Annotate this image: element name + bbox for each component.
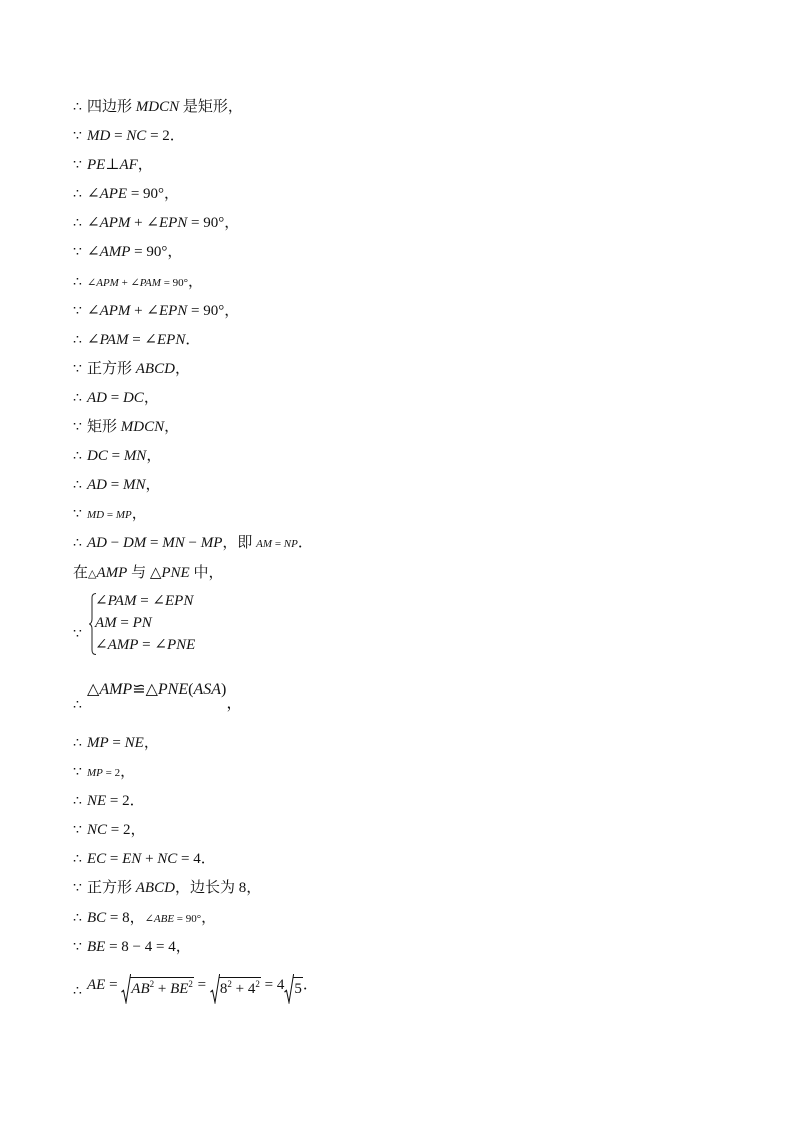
math-variable: EN: [122, 851, 142, 868]
text-run: +: [141, 851, 158, 868]
radical: [121, 974, 194, 1004]
logic-mark: ∴: [73, 215, 82, 232]
logic-mark: ∴: [73, 99, 82, 115]
math-variable: AM: [95, 615, 117, 631]
proof-line: [73, 874, 261, 903]
text-run: = 90°，: [187, 302, 240, 319]
text-run: 是矩形，: [179, 99, 243, 115]
math-variable: EPN: [158, 215, 188, 232]
text-run: (: [188, 681, 194, 698]
math-variable: MN: [123, 448, 147, 465]
text-run: =: [107, 389, 123, 406]
text-run: =: [193, 977, 210, 993]
superscript: 2: [149, 979, 155, 989]
proof-line: [73, 559, 313, 588]
text-run: ，: [143, 735, 159, 751]
proof-block-a: [73, 93, 313, 588]
text-run: −: [107, 535, 123, 552]
final-formula: [87, 977, 318, 997]
math-variable: APE: [99, 186, 128, 203]
math-variable: PNE: [161, 564, 190, 581]
math-variable: AMP: [96, 564, 128, 581]
math-variable: EPN: [165, 593, 194, 609]
text-run: ∠: [87, 244, 100, 261]
radicand: [219, 977, 261, 998]
text-run: =: [107, 477, 123, 494]
text-run: ，: [143, 389, 159, 406]
logic-mark: ∵: [73, 302, 82, 319]
math-variable: PAM: [107, 593, 137, 609]
text-run: = 90°，: [187, 215, 240, 232]
logic-mark: ∴: [73, 535, 82, 552]
logic-mark: ∴: [73, 697, 82, 713]
text-run: = 4: [260, 977, 285, 993]
math-variable: MN: [162, 535, 185, 552]
proof-line: [73, 93, 313, 122]
text-run: = 2: [106, 793, 130, 810]
logic-mark: ∴: [73, 448, 82, 465]
text-run: ∠: [87, 302, 100, 319]
text-run: ∠: [95, 593, 108, 609]
math-variable: NC: [157, 851, 178, 868]
radical: [210, 974, 261, 1004]
math-variable: MDCN: [120, 419, 165, 436]
text-run: ．: [185, 331, 201, 348]
text-run: ．: [302, 977, 318, 993]
math-variable: PAM: [139, 276, 161, 289]
math-variable: APM: [99, 302, 131, 319]
text-run: −: [184, 535, 201, 552]
proof-line: [73, 355, 313, 384]
text-run: =: [272, 538, 284, 551]
logic-mark: ∴: [73, 851, 82, 868]
math-variable: AD: [87, 535, 107, 552]
text-run: ∠: [95, 637, 108, 653]
equation-system: [73, 590, 273, 656]
radical: [284, 974, 303, 1004]
text-run: = 2: [107, 822, 131, 839]
proof-line: [73, 933, 261, 962]
text-run: = ∠: [136, 593, 165, 609]
math-variable: MP: [87, 767, 103, 780]
text-run: ．: [129, 793, 145, 810]
text-run: ): [221, 681, 227, 698]
math-variable: MDCN: [135, 99, 180, 115]
text-run: ，: [129, 909, 145, 926]
logic-mark: ∴: [73, 983, 82, 999]
math-variable: PNE: [157, 681, 189, 698]
math-variable: DC: [87, 448, 108, 465]
text-run: ，即: [222, 535, 257, 552]
text-run: ．: [200, 851, 216, 868]
system-row: [95, 634, 195, 656]
math-variable: AD: [87, 477, 107, 494]
math-variable: AF: [119, 157, 138, 174]
math-variable: NC: [87, 822, 108, 839]
proof-line: [73, 238, 313, 267]
system-row: [95, 590, 195, 612]
logic-mark: ∵: [73, 938, 82, 955]
logic-mark: ∴: [73, 273, 82, 290]
logic-mark: ∵: [73, 128, 82, 145]
proof-line: [73, 297, 313, 326]
text-run: = 90°，: [130, 244, 183, 261]
proof-line: [73, 529, 313, 558]
logic-mark: ∴: [73, 735, 82, 751]
text-run: △: [88, 567, 97, 580]
congruence-line: [73, 675, 333, 721]
text-run: = 2: [146, 128, 170, 145]
superscript: 2: [255, 979, 260, 989]
logic-mark: ∴: [73, 389, 82, 406]
math-variable: PAM: [99, 331, 129, 348]
math-variable: AMP: [99, 244, 131, 261]
text-run: ，: [146, 448, 162, 465]
text-run: ，: [188, 273, 204, 290]
text-run: ∠: [87, 215, 100, 232]
text-run: 四边形: [87, 99, 136, 115]
text-run: = 90°: [160, 276, 189, 289]
proof-line: [73, 904, 261, 933]
math-variable: MP: [200, 535, 223, 552]
logic-mark: ∴: [73, 186, 82, 203]
text-run: =: [116, 615, 133, 631]
text-run: ，: [174, 360, 190, 377]
logic-mark: ∵: [73, 764, 82, 781]
logic-mark: ∵: [73, 360, 82, 377]
proof-line: [73, 758, 261, 787]
math-variable: MD: [87, 509, 105, 522]
math-variable: MN: [122, 477, 146, 494]
text-run: ，边长为 8，: [174, 880, 262, 897]
text-run: 正方形: [87, 880, 136, 897]
text-run: =: [110, 128, 127, 145]
logic-mark: ∴: [73, 909, 82, 926]
text-run: ，: [120, 764, 136, 781]
text-run: ≌△: [132, 681, 158, 698]
text-run: + ∠: [130, 215, 159, 232]
proof-line: [73, 326, 313, 355]
math-variable: ABE: [153, 912, 175, 925]
proof-line: [73, 500, 313, 529]
math-variable: ASA: [193, 681, 221, 698]
math-variable: AD: [87, 389, 107, 406]
math-variable: ABCD: [135, 880, 175, 897]
text-run: = ∠: [128, 331, 157, 348]
logic-mark: ∵: [73, 157, 82, 174]
text-run: = ∠: [138, 637, 167, 653]
math-variable: MD: [87, 128, 111, 145]
radical-sign: [121, 974, 131, 1004]
math-variable: APM: [99, 215, 131, 232]
text-run: =: [108, 735, 125, 751]
text-run: ∠: [87, 186, 100, 203]
math-variable: AM: [256, 538, 273, 551]
logic-mark: ∵: [73, 880, 82, 897]
text-run: = 90°，: [127, 186, 180, 203]
text-run: ，: [201, 909, 217, 926]
proof-line: [73, 122, 313, 151]
text-run: 5: [294, 981, 302, 997]
text-run: =: [106, 851, 123, 868]
logic-mark: ∵: [73, 244, 82, 261]
math-variable: AE: [87, 977, 106, 993]
math-variable: NE: [87, 793, 107, 810]
text-run: =: [146, 535, 163, 552]
math-variable: NE: [124, 735, 144, 751]
math-variable: DM: [122, 535, 147, 552]
logic-mark: ∵: [73, 626, 82, 642]
math-variable: ABCD: [135, 360, 175, 377]
text-run: + 4: [231, 981, 256, 997]
radical-sign: [210, 974, 220, 1004]
superscript: 2: [227, 979, 232, 989]
text-run: ．: [169, 128, 185, 145]
math-variable: APM: [96, 276, 119, 289]
text-run: 中，: [189, 564, 224, 581]
text-run: = 90°: [174, 912, 202, 925]
math-variable: DC: [122, 389, 144, 406]
math-variable: PN: [132, 615, 152, 631]
congruence-formula: [87, 681, 242, 713]
text-run: ，: [175, 938, 191, 955]
proof-block-b: [73, 729, 261, 962]
text-run: ．: [297, 535, 313, 552]
math-variable: PE: [87, 157, 106, 174]
math-variable: NP: [283, 538, 298, 551]
radicand: [130, 977, 194, 998]
logic-mark: ∴: [73, 477, 82, 494]
logic-mark: ∴: [73, 331, 82, 348]
text-run: = 8: [106, 909, 130, 926]
text-run: = 4: [177, 851, 201, 868]
text-run: 正方形: [87, 360, 136, 377]
text-run: + ∠: [130, 302, 159, 319]
text-run: ，: [145, 477, 161, 494]
proof-line: [73, 413, 313, 442]
radicand: [293, 977, 303, 998]
math-variable: EPN: [157, 331, 186, 348]
math-variable: EPN: [158, 302, 188, 319]
proof-line: [73, 816, 261, 845]
logic-mark: ∵: [73, 822, 82, 839]
math-variable: PNE: [166, 637, 196, 653]
proof-line: [73, 787, 261, 816]
text-run: ，: [131, 506, 147, 523]
text-run: =: [105, 977, 122, 993]
text-run: 与 △: [127, 564, 162, 581]
text-run: = 8 − 4 = 4: [105, 938, 176, 955]
text-run: 8: [219, 981, 228, 997]
proof-line: [73, 209, 313, 238]
math-variable: AMP: [99, 681, 133, 698]
math-variable: EC: [87, 851, 107, 868]
logic-mark: ∵: [73, 419, 82, 436]
proof-line: [73, 471, 313, 500]
text-run: + ∠: [118, 276, 140, 289]
proof-line: [73, 384, 313, 413]
radical-sign: [284, 974, 294, 1004]
math-variable: MP: [87, 735, 109, 751]
math-variable: BE: [87, 938, 106, 955]
text-run: ⊥: [105, 157, 120, 174]
math-variable: NC: [126, 128, 147, 145]
text-run: = 2: [102, 767, 121, 780]
text-run: ∠: [87, 276, 97, 289]
proof-line: [73, 729, 261, 758]
text-run: =: [104, 509, 116, 522]
text-run: =: [107, 448, 124, 465]
proof-line: [73, 845, 261, 874]
text-run: ，: [130, 822, 146, 839]
math-variable: MP: [115, 509, 132, 522]
text-run: △: [87, 681, 100, 698]
text-run: ∠: [144, 912, 154, 925]
text-run: +: [154, 981, 171, 997]
text-run: ，: [164, 419, 180, 436]
punctuation: ，: [226, 695, 243, 712]
logic-mark: ∵: [73, 506, 82, 523]
final-line: [73, 970, 318, 1000]
text-run: 在: [73, 564, 89, 581]
proof-line: [73, 442, 313, 471]
proof-line: [73, 151, 313, 180]
math-variable: BC: [87, 909, 107, 926]
proof-line: [73, 180, 313, 209]
superscript: 2: [188, 979, 193, 989]
math-variable: AB: [131, 981, 150, 997]
math-variable: AMP: [107, 637, 139, 653]
system-rows: [95, 590, 195, 656]
text-run: ，: [137, 157, 153, 174]
system-row: [95, 612, 195, 634]
text-run: ∠: [87, 331, 100, 348]
logic-mark: ∴: [73, 793, 82, 810]
math-variable: BE: [170, 981, 189, 997]
text-run: 矩形: [87, 419, 121, 436]
proof-line: [73, 268, 313, 297]
